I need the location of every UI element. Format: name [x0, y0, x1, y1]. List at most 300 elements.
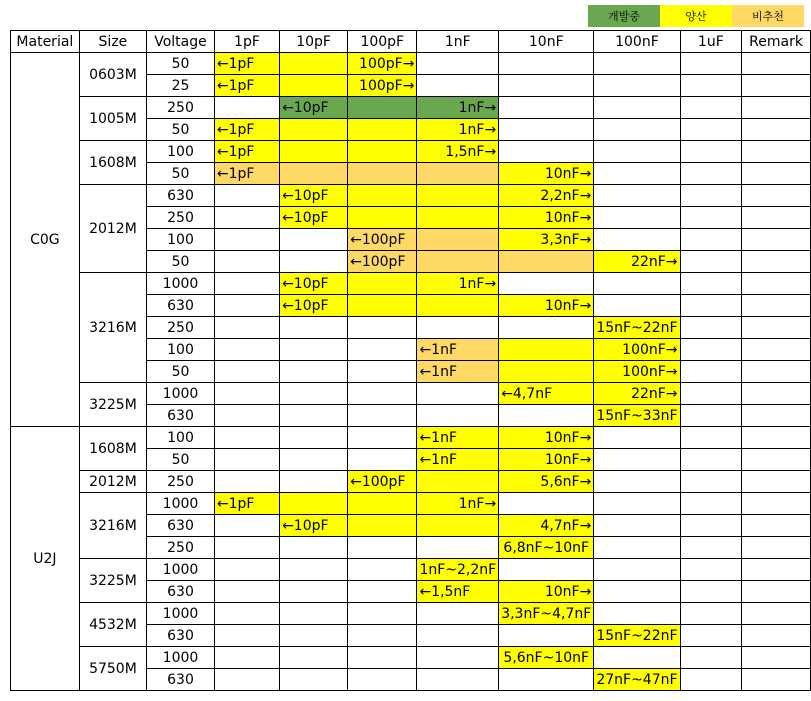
range-cell [214, 515, 279, 537]
voltage-cell: 250 [147, 207, 215, 229]
range-label: ←10pF [282, 275, 329, 292]
range-cell [499, 141, 594, 163]
range-cell [680, 273, 742, 295]
range-cell [499, 559, 594, 581]
range-cell [348, 295, 417, 317]
range-cell [499, 251, 594, 273]
range-cell [348, 515, 417, 537]
range-cell [680, 669, 742, 691]
table-row [11, 647, 811, 669]
range-cell [214, 537, 279, 559]
range-cell [417, 515, 499, 537]
range-cell [417, 603, 499, 625]
range-cell [417, 493, 499, 515]
range-cell [417, 559, 499, 581]
range-label: ←100pF [350, 473, 406, 490]
range-cell [280, 251, 348, 273]
range-label: 6,8nF~10nF [503, 539, 590, 556]
range-cell [280, 449, 348, 471]
range-cell [348, 119, 417, 141]
range-label: ←1nF [419, 363, 458, 380]
range-cell [348, 361, 417, 383]
size-cell: 3216M [79, 493, 146, 559]
header-row [11, 31, 811, 53]
range-label: 100nF→ [622, 363, 678, 380]
column-header: 1nF [417, 31, 499, 53]
range-cell [680, 559, 742, 581]
table-row [11, 53, 811, 75]
range-cell [417, 383, 499, 405]
range-cell [742, 163, 811, 185]
range-cell [594, 119, 680, 141]
range-cell [499, 625, 594, 647]
voltage-cell: 50 [147, 119, 215, 141]
range-cell [214, 647, 279, 669]
range-cell [280, 537, 348, 559]
range-cell [499, 295, 594, 317]
range-cell [280, 647, 348, 669]
range-label: ←1pF [216, 121, 255, 138]
range-cell [594, 515, 680, 537]
range-cell [348, 669, 417, 691]
size-cell: 5750M [79, 647, 146, 691]
range-label: 10nF→ [544, 451, 592, 468]
range-cell [742, 295, 811, 317]
range-cell [594, 185, 680, 207]
range-cell [499, 229, 594, 251]
range-cell [680, 493, 742, 515]
table-row [11, 493, 811, 515]
range-cell [214, 559, 279, 581]
range-label: 1nF→ [458, 275, 497, 292]
table-row [11, 383, 811, 405]
range-cell [348, 273, 417, 295]
column-header: Voltage [147, 31, 215, 53]
range-cell [348, 537, 417, 559]
voltage-cell: 25 [147, 75, 215, 97]
range-cell [348, 427, 417, 449]
voltage-cell: 250 [147, 471, 215, 493]
range-cell [680, 537, 742, 559]
range-cell [348, 207, 417, 229]
range-cell [280, 493, 348, 515]
range-label: 10nF→ [544, 429, 592, 446]
column-header: Material [11, 31, 80, 53]
range-cell [594, 493, 680, 515]
range-cell [214, 163, 279, 185]
range-cell [680, 647, 742, 669]
legend [0, 0, 811, 30]
range-cell [680, 427, 742, 449]
range-cell [742, 229, 811, 251]
range-cell [348, 405, 417, 427]
range-cell [417, 339, 499, 361]
range-cell [214, 383, 279, 405]
range-cell [214, 603, 279, 625]
capacitance-range-table [10, 30, 811, 691]
range-cell [348, 625, 417, 647]
range-cell [214, 427, 279, 449]
range-cell [499, 537, 594, 559]
table-row [11, 603, 811, 625]
range-cell [680, 141, 742, 163]
range-cell [594, 449, 680, 471]
range-label: 1nF~2,2nF [419, 561, 497, 578]
range-cell [214, 471, 279, 493]
voltage-cell: 250 [147, 317, 215, 339]
range-cell [499, 97, 594, 119]
voltage-cell: 1000 [147, 383, 215, 405]
range-cell [594, 361, 680, 383]
range-cell [499, 119, 594, 141]
legend-item: 개발중 [588, 5, 660, 27]
range-cell [214, 295, 279, 317]
range-label: 3,3nF~4,7nF [501, 605, 592, 622]
range-cell [348, 251, 417, 273]
range-cell [499, 317, 594, 339]
range-cell [742, 185, 811, 207]
range-cell [594, 669, 680, 691]
range-cell [348, 471, 417, 493]
range-cell [680, 251, 742, 273]
table-body [11, 53, 811, 691]
range-cell [499, 185, 594, 207]
range-cell [499, 603, 594, 625]
range-label: 2,2nF→ [540, 187, 592, 204]
range-cell [348, 603, 417, 625]
range-cell [680, 163, 742, 185]
range-cell [594, 405, 680, 427]
voltage-cell: 1000 [147, 559, 215, 581]
table-row [11, 97, 811, 119]
range-cell [214, 251, 279, 273]
range-cell [680, 295, 742, 317]
range-cell [680, 229, 742, 251]
range-cell [280, 603, 348, 625]
range-cell [499, 383, 594, 405]
range-cell [680, 185, 742, 207]
range-cell [742, 493, 811, 515]
range-cell [280, 185, 348, 207]
range-cell [499, 449, 594, 471]
range-cell [214, 493, 279, 515]
range-cell [417, 119, 499, 141]
range-cell [594, 339, 680, 361]
range-label: ←10pF [282, 209, 329, 226]
range-cell [417, 449, 499, 471]
range-cell [680, 383, 742, 405]
range-cell [742, 339, 811, 361]
range-cell [214, 53, 279, 75]
size-cell: 4532M [79, 603, 146, 647]
range-cell [280, 427, 348, 449]
voltage-cell: 100 [147, 427, 215, 449]
range-cell [742, 273, 811, 295]
table-row [11, 559, 811, 581]
range-cell [214, 339, 279, 361]
range-label: 10nF→ [544, 297, 592, 314]
range-label: 22nF→ [631, 253, 678, 270]
range-cell [214, 141, 279, 163]
range-cell [280, 383, 348, 405]
range-label: ←1pF [216, 77, 255, 94]
range-label: ←1pF [216, 143, 255, 160]
range-label: ←10pF [282, 99, 329, 116]
range-cell [280, 625, 348, 647]
range-cell [680, 471, 742, 493]
column-header: 1pF [214, 31, 279, 53]
range-cell [214, 581, 279, 603]
range-cell [348, 97, 417, 119]
voltage-cell: 50 [147, 53, 215, 75]
range-cell [594, 295, 680, 317]
range-cell [417, 53, 499, 75]
range-cell [742, 141, 811, 163]
range-cell [594, 207, 680, 229]
range-label: 15nF~33nF [596, 407, 678, 424]
range-cell [594, 317, 680, 339]
range-cell [417, 647, 499, 669]
range-cell [280, 317, 348, 339]
range-cell [280, 207, 348, 229]
range-cell [742, 603, 811, 625]
range-cell [348, 317, 417, 339]
range-label: ←1nF [419, 451, 458, 468]
range-cell [499, 515, 594, 537]
voltage-cell: 100 [147, 339, 215, 361]
range-label: 5,6nF→ [540, 473, 592, 490]
range-cell [417, 141, 499, 163]
voltage-cell: 1000 [147, 273, 215, 295]
range-label: ←1nF [419, 429, 458, 446]
range-label: 4,7nF→ [540, 517, 592, 534]
range-cell [742, 559, 811, 581]
range-cell [417, 405, 499, 427]
range-cell [742, 405, 811, 427]
size-cell: 1608M [79, 427, 146, 471]
voltage-cell: 50 [147, 449, 215, 471]
range-cell [594, 647, 680, 669]
table-row [11, 185, 811, 207]
range-cell [417, 185, 499, 207]
range-cell [348, 449, 417, 471]
range-cell [594, 559, 680, 581]
range-cell [680, 581, 742, 603]
range-cell [417, 317, 499, 339]
range-cell [742, 207, 811, 229]
voltage-cell: 50 [147, 361, 215, 383]
range-cell [348, 339, 417, 361]
size-cell: 3225M [79, 559, 146, 603]
range-cell [417, 361, 499, 383]
range-label: 1nF→ [458, 99, 497, 116]
range-cell [214, 273, 279, 295]
material-cell: C0G [11, 53, 80, 427]
range-cell [348, 53, 417, 75]
range-cell [680, 361, 742, 383]
range-cell [594, 97, 680, 119]
range-cell [348, 383, 417, 405]
range-label: 10nF→ [544, 165, 592, 182]
material-cell: U2J [11, 427, 80, 691]
range-cell [742, 251, 811, 273]
range-cell [348, 185, 417, 207]
range-cell [742, 361, 811, 383]
column-header: 100nF [594, 31, 680, 53]
voltage-cell: 250 [147, 537, 215, 559]
range-cell [280, 581, 348, 603]
range-label: 15nF~22nF [596, 319, 678, 336]
range-cell [742, 471, 811, 493]
table-row [11, 141, 811, 163]
range-cell [417, 163, 499, 185]
range-cell [594, 537, 680, 559]
range-cell [680, 317, 742, 339]
range-cell [680, 625, 742, 647]
range-cell [214, 317, 279, 339]
voltage-cell: 50 [147, 163, 215, 185]
range-cell [742, 449, 811, 471]
column-header: Remark [742, 31, 811, 53]
size-cell: 0603M [79, 53, 146, 97]
range-cell [680, 97, 742, 119]
range-label: ←10pF [282, 187, 329, 204]
range-label: 1,5nF→ [445, 143, 497, 160]
range-cell [499, 405, 594, 427]
range-cell [594, 273, 680, 295]
range-label: 3,3nF→ [540, 231, 592, 248]
range-cell [348, 581, 417, 603]
size-cell: 3225M [79, 383, 146, 427]
voltage-cell: 630 [147, 405, 215, 427]
voltage-cell: 100 [147, 229, 215, 251]
range-cell [417, 273, 499, 295]
range-label: ←4,7nF [501, 385, 553, 402]
range-cell [499, 427, 594, 449]
range-label: 100nF→ [622, 341, 678, 358]
legend-item: 양산 [660, 5, 732, 27]
range-cell [214, 97, 279, 119]
range-cell [214, 119, 279, 141]
range-cell [417, 471, 499, 493]
range-cell [280, 515, 348, 537]
range-cell [594, 581, 680, 603]
range-cell [499, 273, 594, 295]
voltage-cell: 100 [147, 141, 215, 163]
range-cell [680, 207, 742, 229]
range-cell [499, 669, 594, 691]
range-cell [348, 493, 417, 515]
range-label: ←1,5nF [419, 583, 471, 600]
range-cell [499, 75, 594, 97]
range-cell [680, 119, 742, 141]
range-cell [280, 361, 348, 383]
range-label: 1nF→ [458, 121, 497, 138]
range-cell [594, 471, 680, 493]
range-cell [214, 75, 279, 97]
range-label: 22nF→ [631, 385, 678, 402]
range-cell [417, 669, 499, 691]
range-cell [214, 405, 279, 427]
voltage-cell: 630 [147, 185, 215, 207]
range-cell [417, 295, 499, 317]
voltage-cell: 1000 [147, 493, 215, 515]
column-header: Size [79, 31, 146, 53]
range-cell [280, 141, 348, 163]
range-cell [499, 207, 594, 229]
range-label: ←10pF [282, 517, 329, 534]
voltage-cell: 630 [147, 581, 215, 603]
table-row [11, 273, 811, 295]
range-cell [594, 603, 680, 625]
range-cell [348, 141, 417, 163]
range-cell [680, 603, 742, 625]
column-header: 10nF [499, 31, 594, 53]
range-cell [742, 581, 811, 603]
voltage-cell: 630 [147, 669, 215, 691]
range-cell [214, 449, 279, 471]
range-cell [214, 361, 279, 383]
range-cell [280, 229, 348, 251]
range-cell [417, 581, 499, 603]
range-cell [594, 75, 680, 97]
size-cell: 1005M [79, 97, 146, 141]
range-cell [499, 493, 594, 515]
range-cell [742, 427, 811, 449]
range-cell [742, 119, 811, 141]
range-cell [594, 229, 680, 251]
range-cell [214, 207, 279, 229]
size-cell: 3216M [79, 273, 146, 383]
range-cell [214, 625, 279, 647]
range-cell [280, 119, 348, 141]
range-label: ←1pF [216, 55, 255, 72]
range-cell [594, 141, 680, 163]
legend-item: 비추천 [732, 5, 804, 27]
range-cell [214, 229, 279, 251]
range-cell [742, 537, 811, 559]
range-label: ←1pF [216, 495, 255, 512]
range-cell [594, 53, 680, 75]
range-cell [348, 163, 417, 185]
range-cell [680, 75, 742, 97]
range-cell [348, 559, 417, 581]
range-cell [417, 75, 499, 97]
column-header: 10pF [280, 31, 348, 53]
range-cell [280, 559, 348, 581]
range-cell [280, 53, 348, 75]
range-cell [594, 251, 680, 273]
range-label: 5,6nF~10nF [503, 649, 590, 666]
voltage-cell: 1000 [147, 603, 215, 625]
range-cell [742, 317, 811, 339]
range-cell [680, 53, 742, 75]
range-cell [348, 75, 417, 97]
range-cell [417, 537, 499, 559]
range-cell [417, 97, 499, 119]
range-label: ←1nF [419, 341, 458, 358]
range-label: 1nF→ [458, 495, 497, 512]
range-cell [742, 383, 811, 405]
voltage-cell: 630 [147, 295, 215, 317]
range-cell [594, 427, 680, 449]
range-label: 10nF→ [544, 583, 592, 600]
range-label: 15nF~22nF [596, 627, 678, 644]
column-header: 100pF [348, 31, 417, 53]
range-cell [417, 229, 499, 251]
range-cell [680, 405, 742, 427]
range-cell [280, 339, 348, 361]
